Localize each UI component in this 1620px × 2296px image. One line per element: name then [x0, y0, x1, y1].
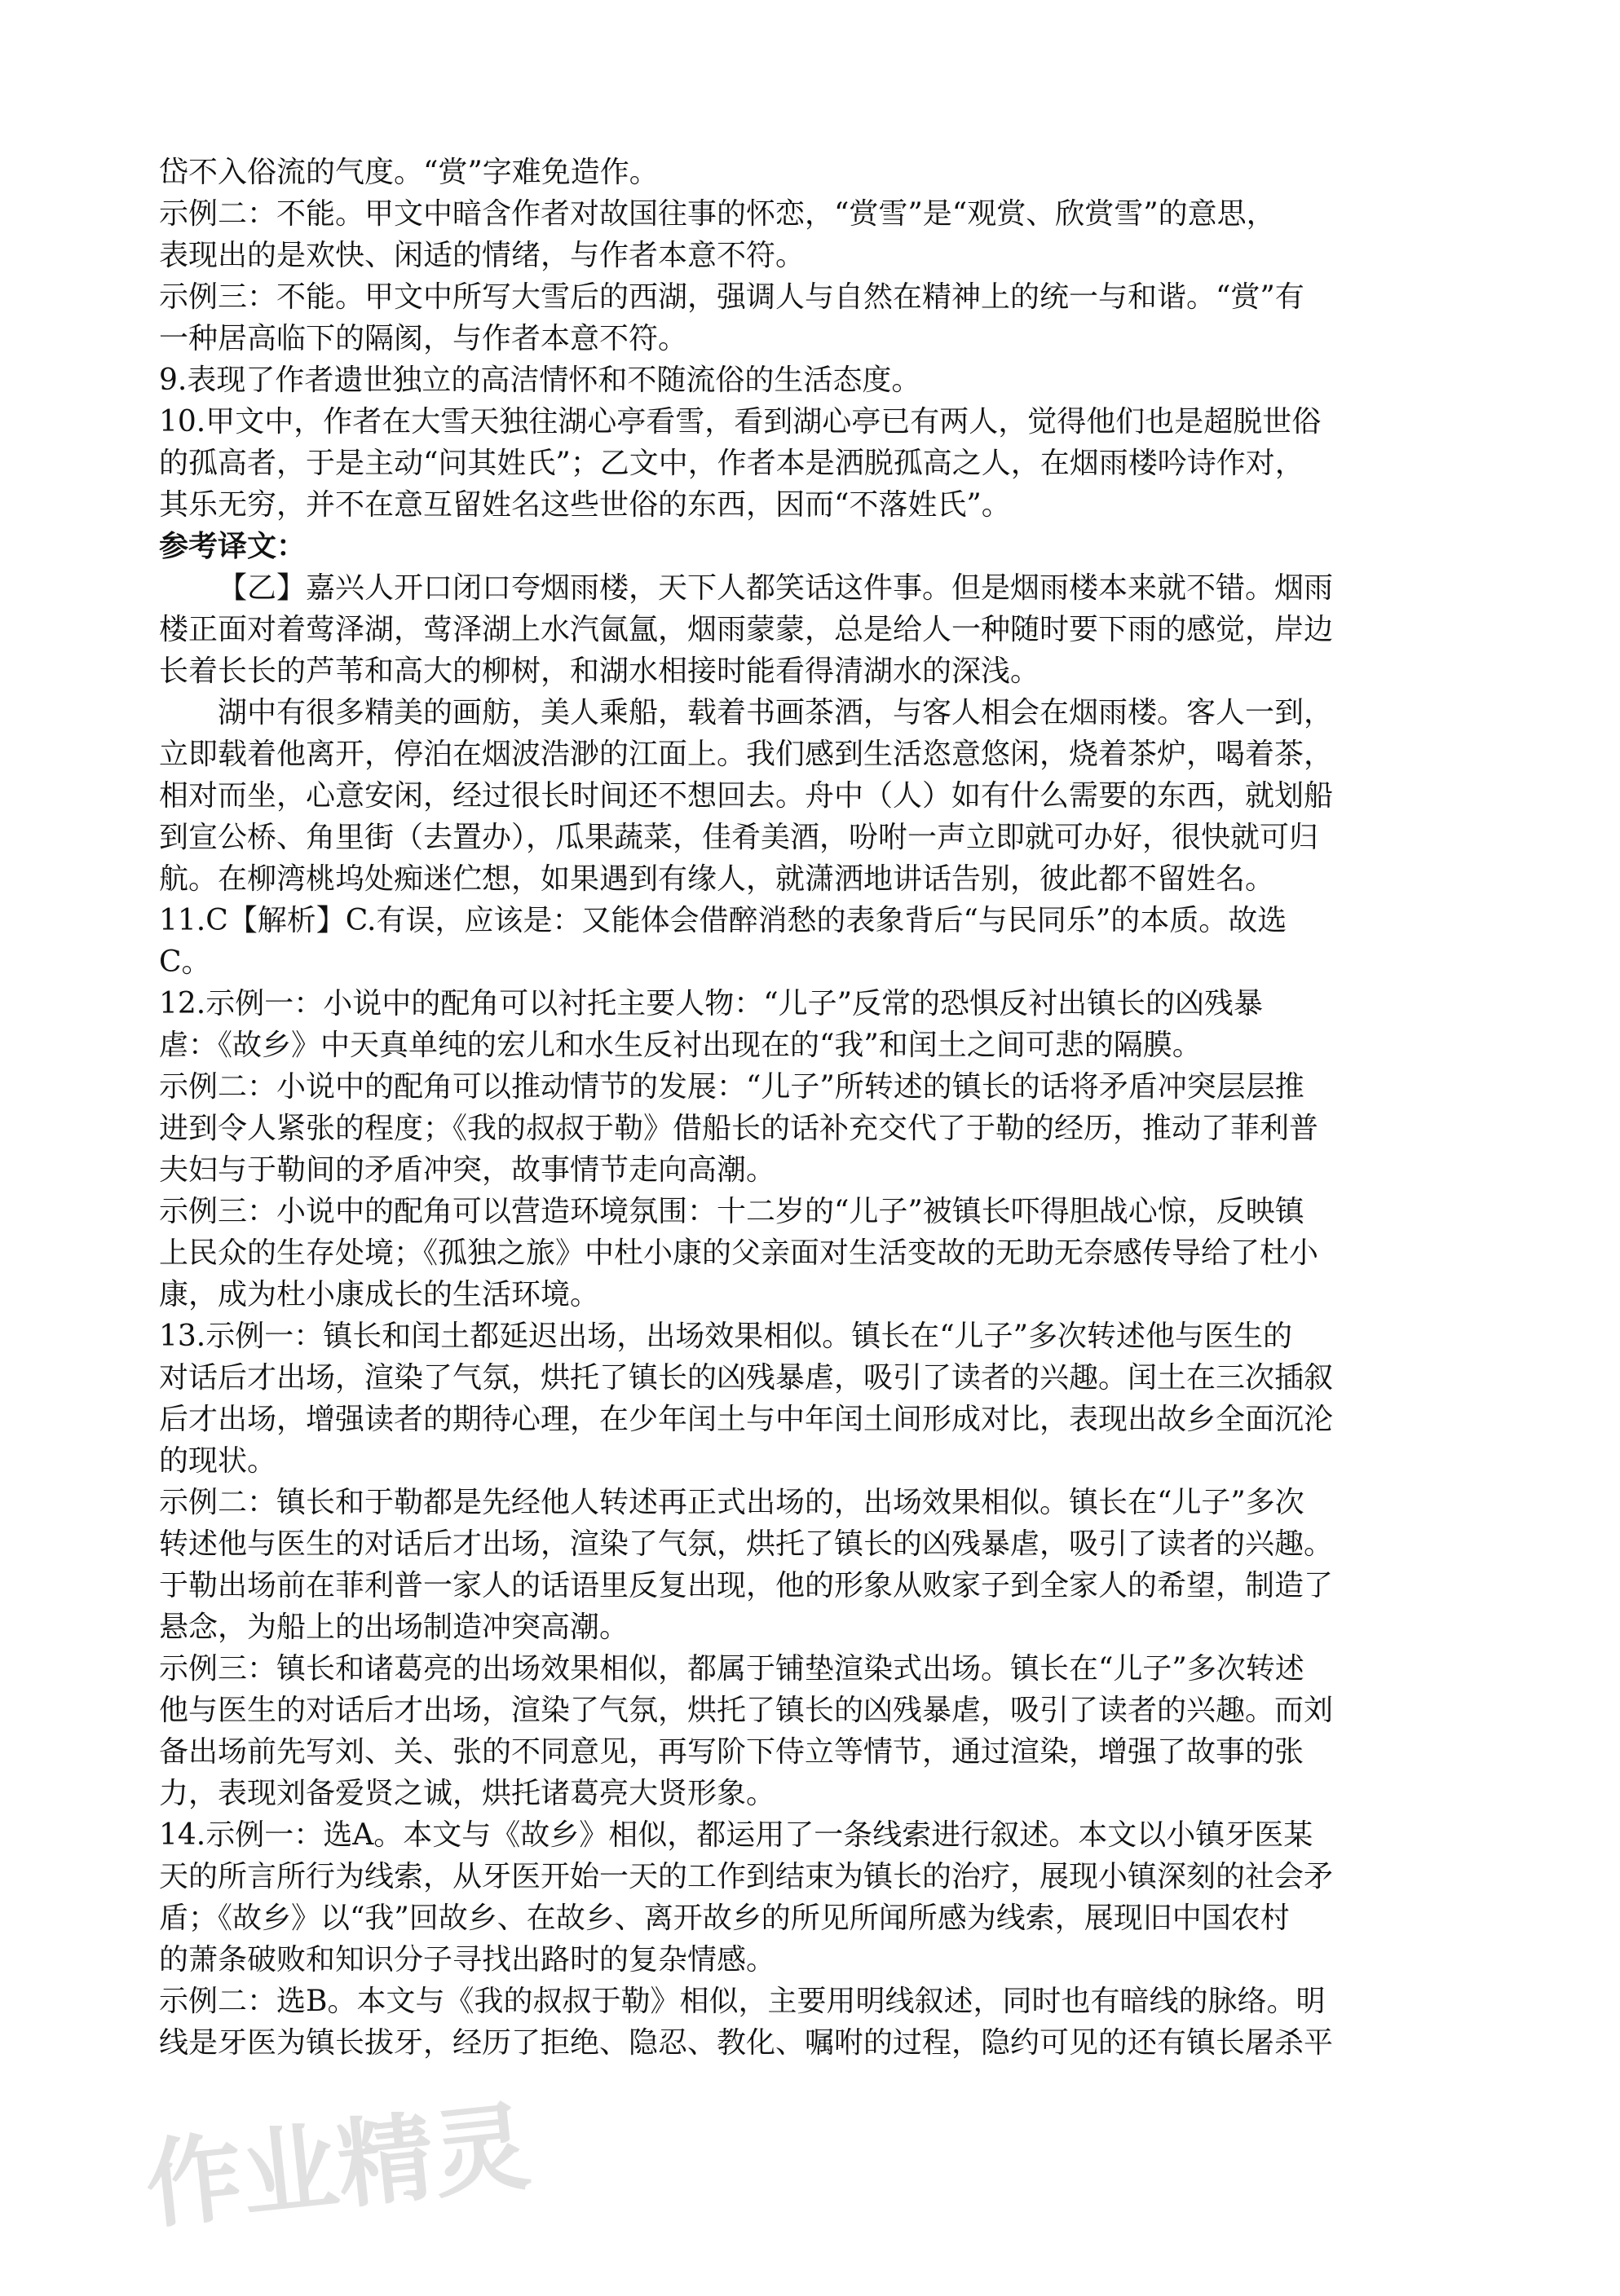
text-line: 示例二：选B。本文与《我的叔叔于勒》相似，主要用明线叙述，同时也有暗线的脉络。明: [159, 1985, 1326, 2018]
text-line: 表现出的是欢快、闲适的情绪，与作者本意不符。: [159, 239, 806, 272]
text-line: 的孤高者，于是主动“问其姓氏”；乙文中，作者本是洒脱孤高之人，在烟雨楼吟诗作对，: [159, 447, 1304, 480]
text-line: 的现状。: [159, 1444, 277, 1478]
text-line: 悬念，为船上的出场制造冲突高潮。: [159, 1611, 629, 1644]
text-line: 示例二：不能。甲文中暗含作者对故国往事的怀恋，“赏雪”是“观赏、欣赏雪”的意思，: [159, 197, 1276, 231]
text-line: 虐：《故乡》中天真单纯的宏儿和水生反衬出现在的“我”和闰土之间可悲的隔膜。: [159, 1029, 1202, 1062]
text-line: 立即载着他离开，停泊在烟波浩渺的江面上。我们感到生活恣意悠闲，烧着茶炉，喝着茶，: [159, 738, 1334, 771]
text-line: 备出场前先写刘、关、张的不同意见，再写阶下侍立等情节，通过渲染，增强了故事的张: [159, 1735, 1304, 1769]
text-line: 后才出场，增强读者的期待心理，在少年闰土与中年闰土间形成对比，表现出故乡全面沉沦: [159, 1403, 1334, 1436]
text-line: 航。在柳湾桃坞处痴迷伫想，如果遇到有缘人，就潇洒地讲话告别，彼此都不留姓名。: [159, 862, 1275, 896]
text-line: 12.示例一：小说中的配角可以衬托主要人物：“儿子”反常的恐惧反衬出镇长的凶残暴: [159, 987, 1264, 1020]
text-line: C。: [159, 945, 211, 979]
text-line: 9.表现了作者遗世独立的高洁情怀和不随流俗的生活态度。: [159, 364, 921, 397]
text-line: 长着长长的芦苇和高大的柳树，和湖水相接时能看得清湖水的深浅。: [159, 654, 1040, 688]
text-line: 的萧条破败和知识分子寻找出路时的复杂情感。: [159, 1943, 776, 1976]
section-heading: 参考译文：: [159, 529, 307, 563]
text-line: 对话后才出场，渲染了气氛，烘托了镇长的凶残暴虐，吸引了读者的兴趣。闰土在三次插叙: [159, 1361, 1334, 1395]
watermark: 作业精灵: [140, 2090, 535, 2242]
text-line: 进到令人紧张的程度；《我的叔叔于勒》借船长的话补充交代了于勒的经历，推动了菲利普: [159, 1112, 1319, 1145]
text-line: 上民众的生存处境；《孤独之旅》中杜小康的父亲面对生活变故的无助无奈感传导给了杜小: [159, 1236, 1319, 1270]
text-line: 一种居高临下的隔阂，与作者本意不符。: [159, 322, 688, 355]
text-line: 盾；《故乡》以“我”回故乡、在故乡、离开故乡的所见所闻所感为线索，展现旧中国农村: [159, 1902, 1290, 1935]
text-line: 线是牙医为镇长拔牙，经历了拒绝、隐忍、教化、嘱咐的过程，隐约可见的还有镇长屠杀平: [159, 2026, 1334, 2060]
text-line: 示例二：镇长和于勒都是先经他人转述再正式出场的，出场效果相似。镇长在“儿子”多次: [159, 1486, 1304, 1519]
text-line: 夫妇与于勒间的矛盾冲突，故事情节走向高潮。: [159, 1153, 776, 1187]
text-line: 岱不入俗流的气度。“赏”字难免造作。: [159, 156, 659, 189]
text-line: 康，成为杜小康成长的生活环境。: [159, 1278, 600, 1311]
text-line: 10.甲文中，作者在大雪天独往湖心亭看雪，看到湖心亭已有两人，觉得他们也是超脱世俗: [159, 405, 1322, 438]
text-line: 湖中有很多精美的画舫，美人乘船，载着书画茶酒，与客人相会在烟雨楼。客人一到，: [218, 696, 1334, 729]
text-line: 楼正面对着莺泽湖，莺泽湖上水汽氤氲，烟雨蒙蒙，总是给人一种随时要下雨的感觉，岸边: [159, 613, 1334, 646]
text-line: 13.示例一：镇长和闰土都延迟出场，出场效果相似。镇长在“儿子”多次转述他与医生的: [159, 1320, 1293, 1353]
text-line: 示例三：不能。甲文中所写大雪后的西湖，强调人与自然在精神上的统一与和谐。“赏”有: [159, 280, 1304, 314]
text-line: 到宣公桥、角里街（去置办），瓜果蔬菜，佳肴美酒，吩咐一声立即就可办好，很快就可归: [159, 821, 1319, 854]
text-line: 【乙】嘉兴人开口闭口夸烟雨楼，天下人都笑话这件事。但是烟雨楼本来就不错。烟雨: [218, 571, 1334, 605]
text-line: 示例二：小说中的配角可以推动情节的发展：“儿子”所转述的镇长的话将矛盾冲突层层推: [159, 1070, 1304, 1104]
text-line: 其乐无穷，并不在意互留姓名这些世俗的东西，因而“不落姓氏”。: [159, 488, 1011, 522]
text-line: 11.C【解析】C.有误，应该是：又能体会借醉消愁的表象背后“与民同乐”的本质。故选: [159, 904, 1287, 937]
text-line: 力，表现刘备爱贤之诚，烘托诸葛亮大贤形象。: [159, 1777, 776, 1810]
text-line: 转述他与医生的对话后才出场，渲染了气氛，烘托了镇长的凶残暴虐，吸引了读者的兴趣。: [159, 1527, 1334, 1561]
text-line: 相对而坐，心意安闲，经过很长时间还不想回去。舟中（人）如有什么需要的东西，就划船: [159, 779, 1334, 813]
text-line: 14.示例一：选A。本文与《故乡》相似，都运用了一条线索进行叙述。本文以小镇牙医某: [159, 1818, 1313, 1852]
text-line: 示例三：小说中的配角可以营造环境氛围：十二岁的“儿子”被镇长吓得胆战心惊，反映镇: [159, 1195, 1304, 1228]
text-line: 于勒出场前在菲利普一家人的话语里反复出现，他的形象从败家子到全家人的希望，制造了: [159, 1569, 1334, 1602]
text-line: 天的所言所行为线索，从牙医开始一天的工作到结束为镇长的治疗，展现小镇深刻的社会矛: [159, 1860, 1334, 1893]
text-line: 示例三：镇长和诸葛亮的出场效果相似，都属于铺垫渲染式出场。镇长在“儿子”多次转述: [159, 1652, 1304, 1686]
text-line: 他与医生的对话后才出场，渲染了气氛，烘托了镇长的凶残暴虐，吸引了读者的兴趣。而刘: [159, 1694, 1334, 1727]
